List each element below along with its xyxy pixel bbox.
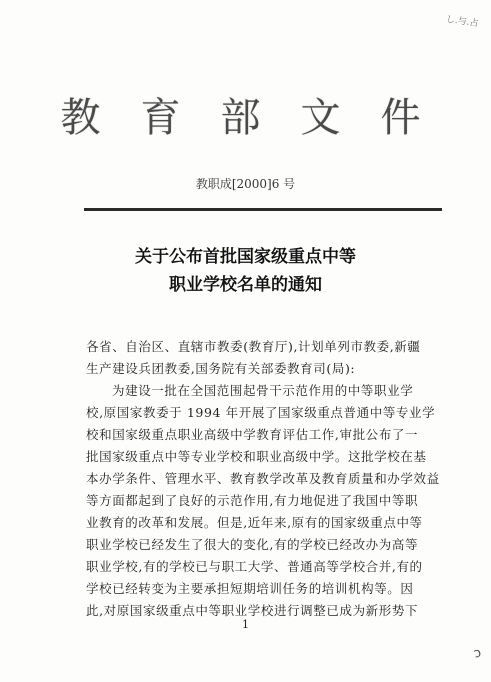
body-line: 职业学校已经发生了很大的变化,有的学校已经改办为高等 — [86, 537, 419, 552]
body-line: 学校已经转变为主要承担短期培训任务的培训机构等。因 — [86, 581, 414, 596]
notice-title-line-1: 关于公布首批国家级重点中等 — [135, 247, 356, 267]
body-line: 本办学条件、管理水平、教育教学改革及教育质量和办学效益 — [86, 471, 440, 486]
body-line: 校,原国家教委于 1994 年开展了国家级重点普通中等专业学 — [86, 405, 436, 420]
body-line: 校和国家级重点职业高级中学教育评估工作,审批公布了一 — [86, 427, 419, 442]
notice-title-line-2: 职业学校名单的通知 — [169, 275, 322, 295]
page-number: 1 — [242, 618, 249, 631]
body-line: 此,对原国家级重点中等职业学校进行调整已成为新形势下 — [86, 603, 419, 618]
issuer-header: 教育部文件 — [60, 95, 461, 141]
body-line: 业教育的改革和发展。但是,近年来,原有的国家级重点中等 — [86, 515, 423, 530]
body-line: 为建设一批在全国范围起骨干示范作用的中等职业学 — [112, 383, 414, 398]
body-line: 各省、自治区、直辖市教委(教育厅),计划单列市教委,新疆 — [86, 339, 421, 354]
body-line: 等方面都起到了良好的示范作用,有力地促进了我国中等职 — [86, 493, 419, 508]
body-line: 批国家级重点中等专业学校和职业高级中学。这批学校在基 — [86, 449, 427, 464]
body-line: 生产建设兵团教委,国务院有关部委教育司(局): — [86, 361, 356, 376]
body-line: 职业学校,有的学校已与职工大学、普通高等学校合并,有的 — [86, 559, 423, 574]
handwritten-scribble: ɔ — [472, 645, 483, 662]
header-divider — [84, 208, 442, 211]
document-number: 教职成[2000]6 号 — [195, 177, 296, 191]
handwritten-corner-mark: し.与.占 — [445, 14, 480, 30]
